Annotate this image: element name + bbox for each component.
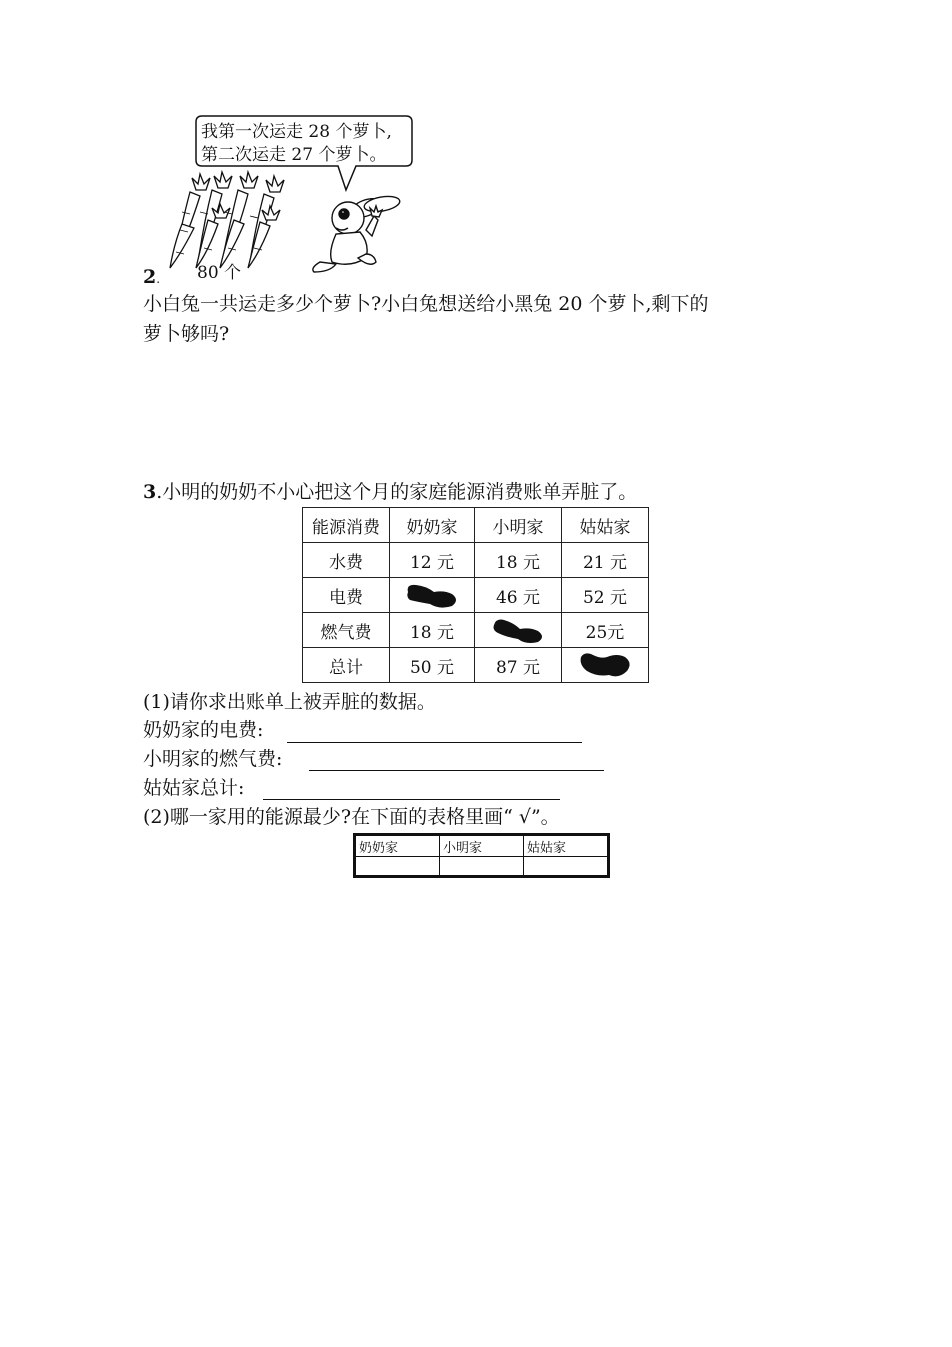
table-row xyxy=(355,857,609,877)
table-cell: 21 元 xyxy=(562,543,649,578)
ink-smudge-icon xyxy=(404,580,460,610)
part-1-prompt: (1)请你求出账单上被弄脏的数据。 xyxy=(143,691,436,713)
table-header: 奶奶家 xyxy=(355,835,440,857)
row-label: 电费 xyxy=(303,578,390,613)
table-cell: 25元 xyxy=(562,613,649,648)
table-cell xyxy=(562,648,649,683)
table-cell: 18 元 xyxy=(390,613,475,648)
table-header: 能源消费 xyxy=(303,508,390,543)
table-cell: 87 元 xyxy=(475,648,562,683)
ink-smudge-icon xyxy=(577,649,633,681)
table-cell: 52 元 xyxy=(562,578,649,613)
question-number: 2 xyxy=(143,266,157,288)
question-2-line-2: 萝卜够吗? xyxy=(143,323,230,345)
blank-3-label: 姑姑家总计: xyxy=(143,777,245,799)
table-row xyxy=(303,543,649,578)
table-header-row xyxy=(303,508,649,543)
rabbit-icon xyxy=(313,194,401,272)
check-cell[interactable] xyxy=(355,857,440,877)
table-row xyxy=(303,613,649,648)
part-2-prompt: (2)哪一家用的能源最少?在下面的表格里画“ √”。 xyxy=(143,806,560,828)
question-2-number xyxy=(143,265,160,291)
table-header: 奶奶家 xyxy=(390,508,475,543)
table-cell xyxy=(475,613,562,648)
check-cell[interactable] xyxy=(440,857,524,877)
blank-2-label: 小明家的燃气费: xyxy=(143,748,283,770)
table-cell: 50 元 xyxy=(390,648,475,683)
question-number-dot: . xyxy=(156,272,161,286)
question-3-text: .小明的奶奶不小心把这个月的家庭能源消费账单弄脏了。 xyxy=(156,481,638,503)
table-cell xyxy=(390,578,475,613)
table-header-row xyxy=(355,835,609,857)
table-row xyxy=(303,578,649,613)
table-header: 小明家 xyxy=(440,835,524,857)
question-3-intro xyxy=(143,477,637,507)
answer-line-3[interactable] xyxy=(263,799,560,800)
blank-1-label: 奶奶家的电费: xyxy=(143,719,264,741)
table-header: 姑姑家 xyxy=(562,508,649,543)
table-cell: 12 元 xyxy=(390,543,475,578)
speech-line-1: 我第一次运走 28 个萝卜, xyxy=(201,122,392,142)
row-label: 燃气费 xyxy=(303,613,390,648)
row-label: 水费 xyxy=(303,543,390,578)
table-cell: 46 元 xyxy=(475,578,562,613)
ink-smudge-icon xyxy=(490,615,546,645)
energy-bill-table xyxy=(302,507,649,683)
row-label: 总计 xyxy=(303,648,390,683)
answer-check-table xyxy=(353,833,610,878)
table-row xyxy=(303,648,649,683)
carrot-count-label: 80 个 xyxy=(197,263,242,283)
table-header: 姑姑家 xyxy=(524,835,609,857)
carrots-icon xyxy=(170,172,284,268)
answer-line-2[interactable] xyxy=(309,770,604,771)
table-header: 小明家 xyxy=(475,508,562,543)
question-number: 3 xyxy=(143,481,157,503)
answer-line-1[interactable] xyxy=(287,742,582,743)
check-cell[interactable] xyxy=(524,857,609,877)
table-cell: 18 元 xyxy=(475,543,562,578)
speech-line-2: 第二次运走 27 个萝卜。 xyxy=(201,145,387,165)
question-2-line-1: 小白兔一共运走多少个萝卜?小白兔想送给小黑兔 20 个萝卜,剩下的 xyxy=(143,293,709,315)
